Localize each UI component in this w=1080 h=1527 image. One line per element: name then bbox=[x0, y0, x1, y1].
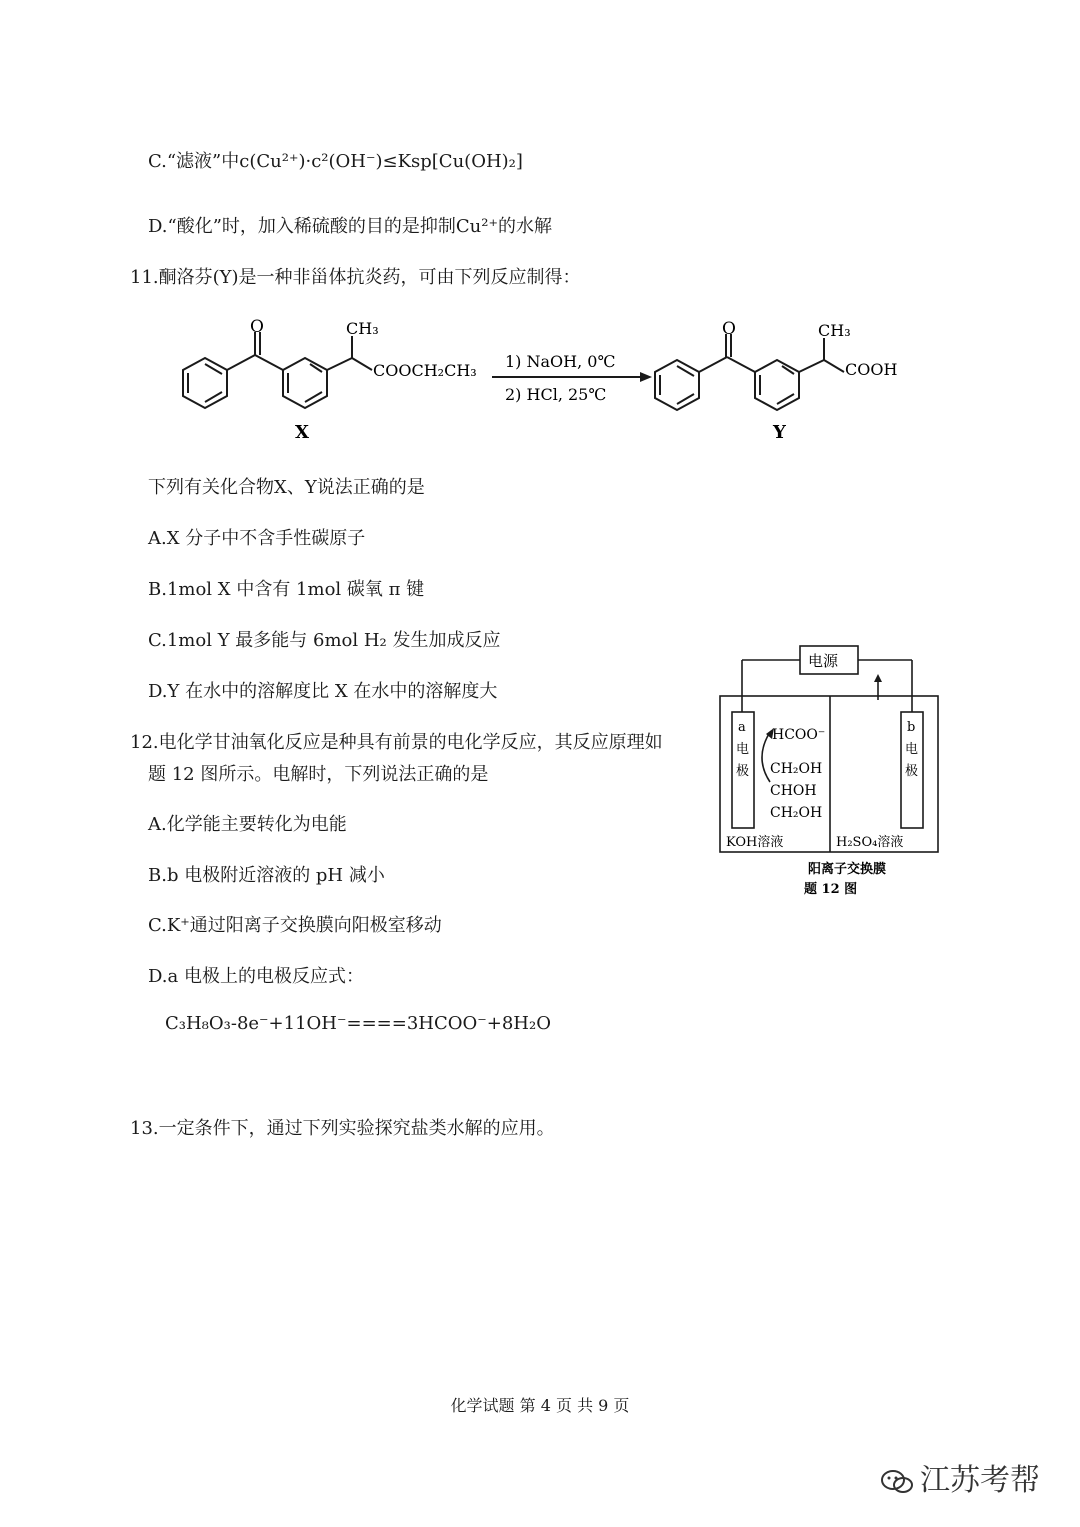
q11-prompt: 下列有关化合物X、Y说法正确的是 bbox=[148, 477, 425, 498]
q12-figure bbox=[712, 640, 944, 902]
membrane-label: 阳离子交换膜 bbox=[808, 862, 887, 877]
y-benzene-right bbox=[755, 360, 799, 410]
q12-option-c: C.K⁺通过阳离子交换膜向阳极室移动 bbox=[148, 915, 442, 936]
y-oxygen: O bbox=[722, 319, 736, 339]
q11-option-a: A.X 分子中不含手性碳原子 bbox=[148, 528, 366, 549]
condition-1: 1) NaOH, 0℃ bbox=[505, 352, 616, 371]
y-methyl: CH₃ bbox=[818, 321, 851, 340]
b-electrode-char1: 电 bbox=[905, 742, 919, 757]
b-electrode-letter: b bbox=[907, 720, 916, 735]
x-benzene-left bbox=[183, 358, 227, 408]
y-carboxyl: COOH bbox=[845, 360, 898, 379]
h2so4-solution-label: H₂SO₄溶液 bbox=[836, 835, 904, 850]
q12-stem-line2: 题 12 图所示。电解时，下列说法正确的是 bbox=[148, 764, 489, 785]
q12-stem-line1: 12.电化学甘油氧化反应是种具有前景的电化学反应，其反应原理如 bbox=[130, 732, 663, 753]
watermark bbox=[880, 1455, 1040, 1499]
q10-option-d: D.“酸化”时，加入稀硫酸的目的是抑制Cu²⁺的水解 bbox=[148, 216, 552, 237]
q11-option-c: C.1mol Y 最多能与 6mol H₂ 发生加成反应 bbox=[148, 630, 501, 651]
condition-2: 2) HCl, 25℃ bbox=[505, 385, 607, 404]
q10-option-c-prefix: C.“滤液”中 bbox=[148, 151, 240, 172]
y-structure bbox=[640, 310, 920, 445]
x-benzene-right bbox=[283, 358, 327, 408]
q12-option-a: A.化学能主要转化为电能 bbox=[148, 814, 347, 835]
a-electrode-letter: a bbox=[738, 720, 746, 735]
a-electrode-char1: 电 bbox=[736, 742, 750, 757]
q12-option-d: D.a 电极上的电极反应式： bbox=[148, 966, 364, 987]
x-oxygen: O bbox=[250, 317, 264, 337]
conversion-arrow bbox=[762, 732, 770, 782]
x-ester: COOCH₂CH₃ bbox=[373, 361, 477, 380]
glycerol-ch2oh-top: CH₂OH bbox=[770, 761, 823, 777]
q12-equation: C₃H₈O₃-8e⁻+11OH⁻====3HCOO⁻+8H₂O bbox=[165, 1013, 551, 1034]
x-methyl: CH₃ bbox=[346, 319, 379, 338]
q11-stem: 11.酮洛芬(Y)是一种非甾体抗炎药，可由下列反应制得： bbox=[130, 267, 581, 288]
wechat-icon bbox=[880, 1469, 914, 1495]
q11-option-d: D.Y 在水中的溶解度比 X 在水中的溶解度大 bbox=[148, 681, 498, 702]
power-source-label: 电源 bbox=[808, 652, 839, 670]
q11-option-b: B.1mol X 中含有 1mol 碳氧 π 键 bbox=[148, 579, 425, 600]
y-benzene-left bbox=[655, 360, 699, 410]
glycerol-choh: CHOH bbox=[770, 783, 817, 799]
q13-stem: 13.一定条件下，通过下列实验探究盐类水解的应用。 bbox=[130, 1118, 555, 1139]
glycerol-ch2oh-bottom: CH₂OH bbox=[770, 805, 823, 821]
a-electrode-char2: 极 bbox=[736, 764, 750, 779]
watermark-text: 江苏考帮 bbox=[920, 1463, 1040, 1498]
q12-option-b: B.b 电极附近溶液的 pH 减小 bbox=[148, 865, 385, 886]
page-footer: 化学试题 第 4 页 共 9 页 bbox=[450, 1396, 630, 1415]
q10-option-c-formula: c(Cu²⁺)·c²(OH⁻)≤Ksp[Cu(OH)₂] bbox=[239, 151, 523, 172]
y-label: Y bbox=[773, 422, 786, 443]
koh-solution-label: KOH溶液 bbox=[726, 835, 784, 850]
x-label: X bbox=[295, 422, 309, 443]
q10-option-c bbox=[148, 147, 523, 173]
b-electrode-char2: 极 bbox=[905, 764, 919, 779]
figure-caption: 题 12 图 bbox=[804, 882, 858, 897]
hcoo-label: HCOO⁻ bbox=[772, 727, 826, 743]
